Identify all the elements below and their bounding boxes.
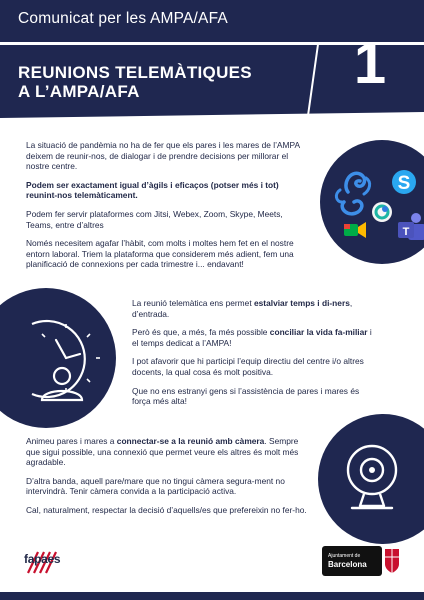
platforms-circle (320, 140, 424, 264)
header-title: Comunicat per les AMPA/AFA (18, 10, 228, 27)
platform-logos (320, 140, 424, 264)
fapaes-logo (24, 548, 84, 574)
camera-circle (318, 414, 424, 544)
page-title (18, 63, 298, 101)
jitsi-icon (336, 173, 369, 214)
text-span: . Sempre que sigui possible, una connexió que permet veure els altres és molt més agradable. (26, 436, 299, 468)
skype-icon (392, 170, 416, 194)
text-span: La reunió telemàtica ens permet (132, 298, 254, 308)
bcn-line-1: Ajuntament de (328, 553, 361, 559)
paragraph: Podem fer servir plataformes com Jitsi, Webex, Zoom, Skype, Meets, Teams, entre d’altres (26, 208, 283, 230)
paragraph (132, 298, 372, 319)
svg-text:T: T (402, 226, 410, 238)
meet-icon (344, 222, 366, 238)
paragraph (132, 327, 372, 348)
text-span: i el temps dedicat a l’AMPA! (132, 327, 372, 348)
barcelona-logo (322, 546, 402, 576)
issue-number: 1 (353, 31, 387, 96)
time-circle (0, 288, 116, 428)
text-bold: conciliar la vida fa-miliar (269, 327, 368, 338)
paragraph (26, 436, 310, 468)
text-bold: estalviar temps i di-ners (253, 298, 350, 308)
paragraph: Que no ens estranyi gens si l’assistència de pares i mares és força més alta! (132, 385, 360, 407)
footer-bar (0, 592, 424, 600)
bcn-line-2: Barcelona (328, 560, 367, 569)
fapaes-text: fapaes (24, 552, 61, 566)
section-1 (26, 140, 308, 278)
paragraph: La situació de pandèmia no ha de fer que els pares i les mares de l’AMPA deixem de reunir-nos, de dialogar i de prendre decisions per millorar el nostre centre. (26, 140, 300, 172)
text-span: , d’entrada. (132, 298, 353, 319)
section-3 (26, 436, 310, 524)
shield-icon (384, 548, 400, 574)
header-banner (0, 0, 424, 118)
section-2 (132, 298, 372, 415)
paragraph: I pot afavorir que hi participi l’equip directiu del centre i/o altres docents, la qual cosa és molt positiva. (132, 356, 364, 377)
barcelona-logo-box (322, 546, 382, 576)
paragraph-bold: Podem ser exactament igual d’àgils i eficaços (potser més i tot) reunint-nos telemàticament. (26, 179, 279, 201)
text-span: Però és que, a més, fa més possible (132, 327, 270, 338)
title-line-1: REUNIONS TELEMÀTIQUES (18, 63, 252, 82)
paragraph: D’altra banda, aquell pare/mare que no tingui càmera segura-ment no intervindrà. Tenir càmera convida a la participació activa. (26, 475, 285, 497)
title-line-2: A L’AMPA/AFA (18, 82, 140, 101)
paragraph: Només necesitem agafar l’hàbit, com molts i moltes hem fet en el nostre entorn laboral. Triem la plataforma que considerem més adient, fem una planificació de connexions per cada trimestre i... endavant! (26, 238, 294, 270)
svg-text:S: S (397, 173, 411, 194)
teams-icon (398, 213, 424, 240)
text-bold: connectar-se a la reunió amb càmera (116, 436, 265, 446)
paragraph: Cal, naturalment, respectar la decisió d’aquells/es que prefereixin no fer-ho. (26, 504, 307, 515)
text-span: Animeu pares i mares a (26, 436, 117, 446)
webex-icon (372, 202, 392, 222)
webcam-icon (318, 414, 424, 544)
clock-person-icon (0, 288, 116, 428)
